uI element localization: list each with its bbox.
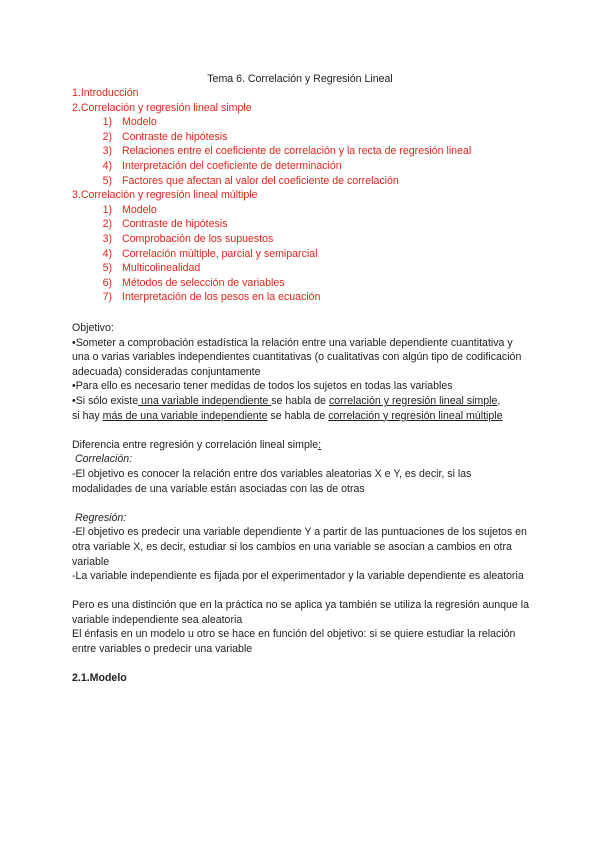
regresion-text-1: -El objetivo es predecir una variable dependiente Y a partir de las puntuaciones de los sujetos en otra variable X, es decir, estudiar si los cambios en una variable se asocian a cambios en otra variable (72, 526, 527, 568)
toc-section-3: 3.Correlación y regresión lineal múltiple (72, 189, 258, 202)
toc-item: 3) Relaciones entre el coeficiente de correlación y la recta de regresión lineal (102, 145, 472, 158)
toc-item: 2) Contraste de hipótesis (102, 218, 228, 231)
toc-item: 4) Correlación múltiple, parcial y semiparcial (102, 247, 318, 260)
nota-paragraph-2: El énfasis en un modelo u otro se hace en función del objetivo: si se quiere estudiar la relación entre variables o predecir una variable (72, 628, 516, 656)
toc-section-2: 2.Correlación y regresión lineal simple (72, 101, 252, 114)
correlacion-text: -El objetivo es conocer la relación entre dos variables aleatorias X e Y, es decir, si las modalidades de una variable están asociadas con las de otras (72, 467, 472, 495)
toc-item: 5) Factores que afectan al valor del coeficiente de correlación (102, 174, 399, 187)
objetivo-bullet-1: •Someter a comprobación estadística la relación entre una variable dependiente cuantitativa y una o varias variables independientes cuantitativas (o cualitativas con algún tipo de codificación adecuada) consideradas conjuntamente (72, 336, 522, 378)
table-of-contents (72, 86, 542, 305)
toc-item: 6) Métodos de selección de variables (102, 276, 285, 289)
toc-item: 1) Modelo (102, 116, 157, 129)
objetivo-bullet-2: •Para ello es necesario tener medidas de todos los sujetos en todas las variables (72, 380, 453, 393)
toc-item: 5) Multicolinealidad (102, 262, 201, 275)
document-body (72, 321, 532, 686)
correlacion-label: Correlación: (75, 453, 133, 466)
nota-paragraph-1: Pero es una distinción que en la práctica no se aplica ya también se utiliza la regresión aunque la variable independiente sea aleatoria (72, 599, 529, 626)
objetivo-bullet-3: •Si sólo existe una variable independiente se habla de correlación y regresión lineal simple, si hay más de una variable independiente se habla de correlación y regresión lineal múltiple (72, 394, 503, 422)
regresion-label: Regresión: (75, 511, 127, 524)
toc-item: 1) Modelo (102, 203, 157, 216)
toc-item: 4) Interpretación del coeficiente de determinación (102, 159, 342, 172)
regresion-text-2: -La variable independiente es fijada por el experimentador y la variable dependiente es aleatoria (72, 570, 524, 583)
diferencia-heading: Diferencia entre regresión y correlación lineal simple: (72, 438, 322, 451)
toc-item: 7) Interpretación de los pesos en la ecuación (102, 291, 321, 304)
toc-item: 2) Contraste de hipótesis (102, 130, 228, 143)
toc-item: 3) Comprobación de los supuestos (102, 232, 274, 245)
toc-section-1: 1.Introducción (72, 87, 139, 99)
document-title: Tema 6. Correlación y Regresión Lineal (207, 73, 393, 85)
objetivo-heading: Objetivo: (72, 322, 114, 334)
section-heading: 2.1.Modelo (72, 672, 127, 685)
